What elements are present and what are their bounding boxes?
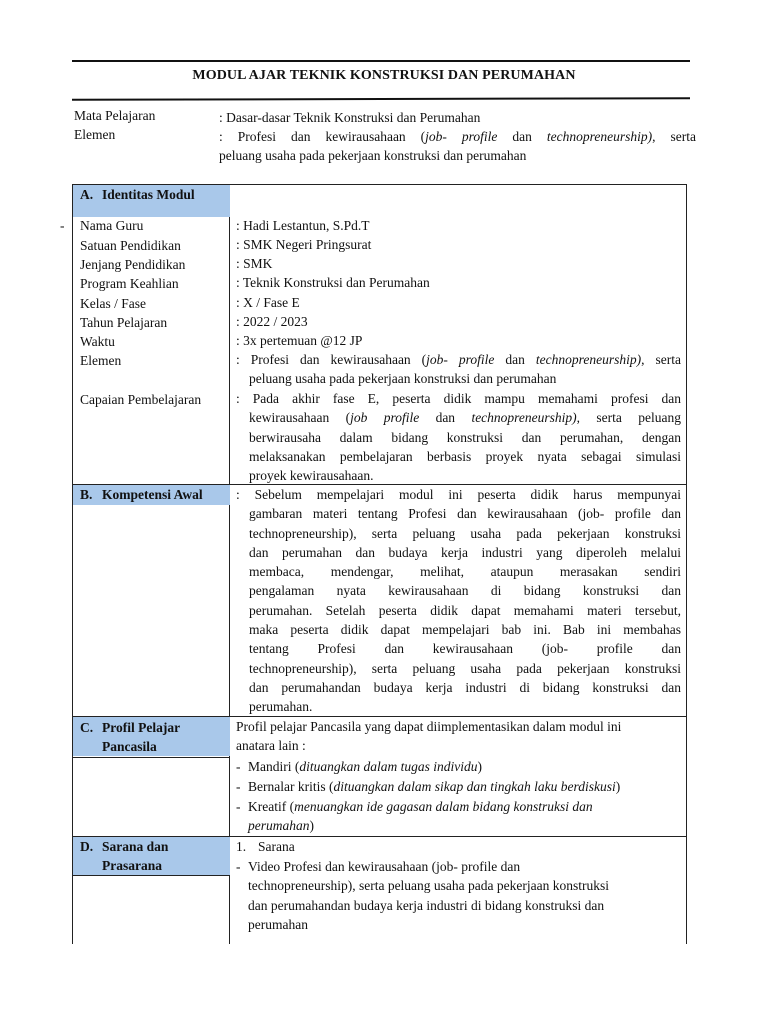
subject-label: Mata Pelajaran [74, 108, 156, 123]
section-b-content: : Sebelum mempelajari modul ini peserta didik harus mempunyai gambaran materi tentang Profesi dan kewirausahaan (job- profile dan technopreneurship), serta peluang usaha pada pekerjaan konstruksi dan perumahan dan budaya kerja industri yang diperoleh melalui membaca, mendengar, melihat, ataupun merasakan sendiri pengalaman nyata kewirausahaan di bidang konstruksi dan perumahan. Setelah peserta didik dapat memahami materi tersebut, maka peserta didik dapat mempelajari bab ini. Bab ini membahas tentang Profesi dan kewirausahaan (job- profile dan technopreneurship), serta peluang usaha pada pekerjaan konstruksi dan perumahandan budaya kerja industri di bidang konstruksi dan perumahan. [236, 487, 681, 715]
field-label-tahun: Tahun Pelajaran [80, 315, 168, 330]
top-rule [72, 60, 690, 62]
subject-value: : Dasar-dasar Teknik Konstruksi dan Perumahan [219, 110, 481, 125]
field-label-elemen: Elemen [80, 353, 122, 368]
field-value-program: : Teknik Konstruksi dan Perumahan [236, 275, 430, 290]
field-value-elemen: : Profesi dan kewirausahaan (job- profile dan technopreneurship), serta peluang usaha pada pekerjaan konstruksi dan perumahan [236, 352, 681, 387]
sarana-heading: 1. Sarana [236, 839, 295, 854]
row-line-d-inner [72, 875, 229, 876]
element-label: Elemen [74, 127, 116, 142]
page-title: MODUL AJAR TEKNIK KONSTRUKSI DAN PERUMAHAN [192, 68, 576, 83]
field-label-satuan: Satuan Pendidikan [80, 238, 181, 253]
field-label-nama-guru: Nama Guru [80, 218, 144, 233]
title-rule [72, 97, 690, 101]
field-label-capaian: Capaian Pembelajaran [80, 392, 202, 407]
field-value-waktu: : 3x pertemuan @12 JP [236, 333, 363, 348]
profil-item-kreatif: - Kreatif (menuangkan ide gagasan dalam bidang konstruksi dan perumahan) [236, 799, 593, 834]
field-value-kelas: : X / Fase E [236, 295, 300, 310]
field-label-jenjang: Jenjang Pendidikan [80, 257, 186, 272]
table-divider [229, 184, 230, 944]
field-value-capaian: : Pada akhir fase E, peserta didik mampu memahami profesi dan kewirausahaan (job profile dan technopreneurship), serta peluang berwirausaha dalam bidang konstruksi dan perumahan, dengan melaksanakan pembelajaran berbasis proyek nyata sebagai simulasi proyek kewirausahaan. [236, 391, 681, 484]
section-c-header: C. Profil Pelajar Pancasila [73, 717, 230, 756]
section-d-header: D. Sarana dan Prasarana [73, 837, 230, 875]
margin-marker: - [60, 218, 65, 233]
sarana-item-video: - Video Profesi dan kewirausahaan (job- profile dan technopreneurship), serta peluang usaha pada pekerjaan konstruksi dan perumahandan budaya kerja industri di bidang konstruksi dan perumahan [236, 859, 609, 932]
field-value-jenjang: : SMK [236, 256, 273, 271]
profil-item-mandiri: - Mandiri (dituangkan dalam tugas individu) [236, 759, 482, 774]
field-label-kelas: Kelas / Fase [80, 296, 146, 311]
section-a-header: A. Identitas Modul [73, 185, 230, 217]
field-value-nama-guru: : Hadi Lestantun, S.Pd.T [236, 218, 370, 233]
section-b-header: B. Kompetensi Awal [73, 485, 230, 505]
row-line-c-inner [72, 757, 229, 758]
field-label-waktu: Waktu [80, 334, 115, 349]
field-label-program: Program Keahlian [80, 276, 179, 291]
element-value: : Profesi dan kewirausahaan (job- profile dan technopreneurship), serta peluang usaha pada pekerjaan konstruksi dan perumahan [219, 129, 696, 163]
profil-item-bernalar: - Bernalar kritis (dituangkan dalam sikap dan tingkah laku berdiskusi) [236, 779, 621, 794]
field-value-tahun: : 2022 / 2023 [236, 314, 308, 329]
field-value-satuan: : SMK Negeri Pringsurat [236, 237, 372, 252]
section-c-intro: Profil pelajar Pancasila yang dapat diimplementasikan dalam modul ini anatara lain : [236, 719, 622, 754]
